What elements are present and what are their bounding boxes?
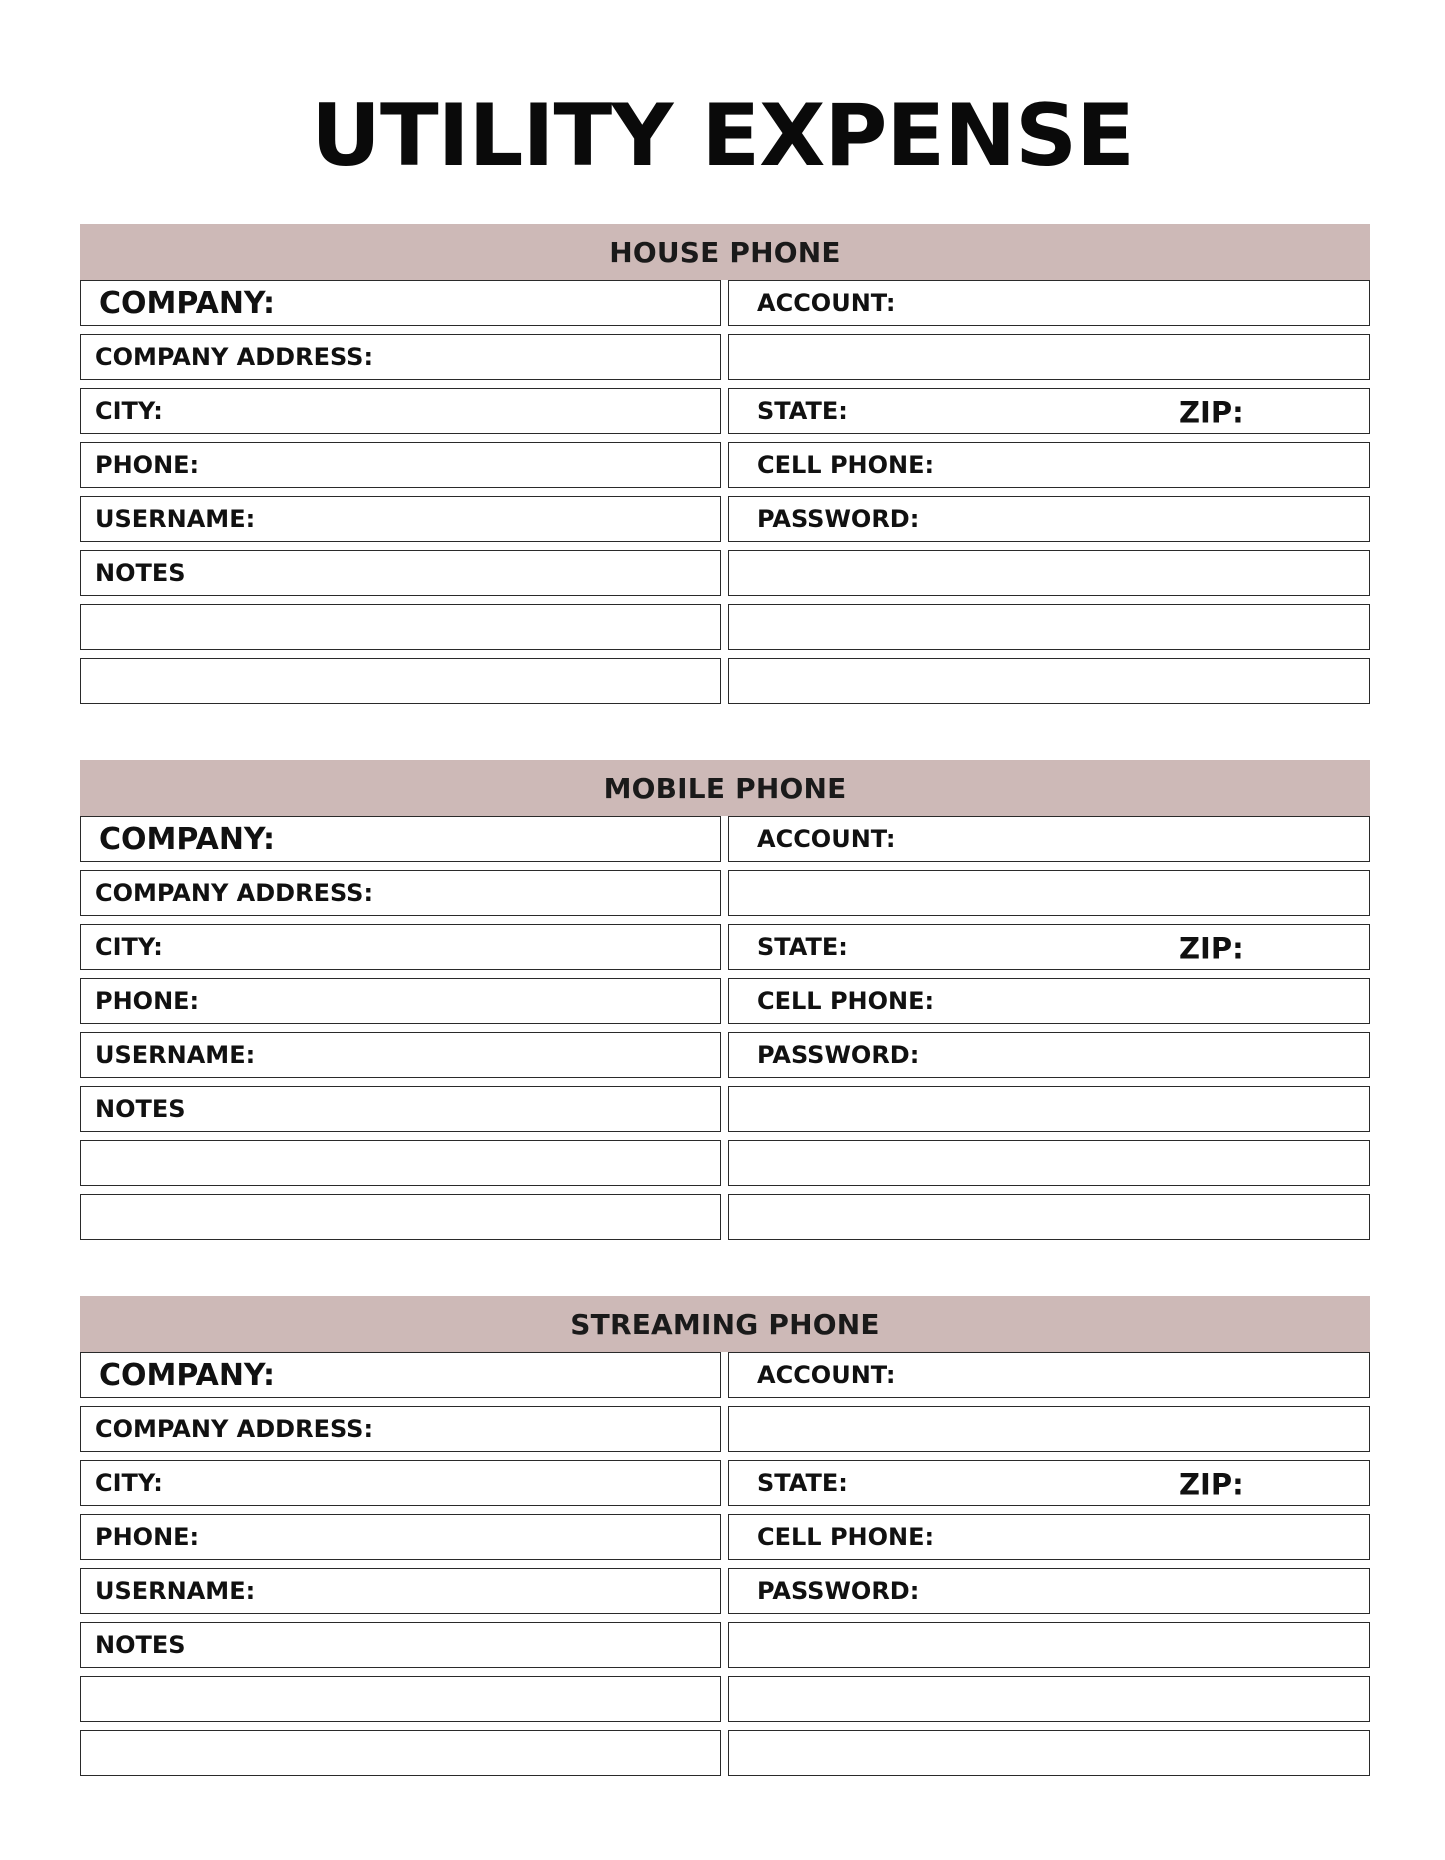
city-field[interactable]: CITY: (80, 924, 721, 970)
form-row (80, 604, 1370, 658)
section-header: STREAMING PHONE (80, 1296, 1370, 1352)
form-row (80, 816, 1370, 870)
state-zip-field[interactable] (728, 1460, 1370, 1506)
section-house-phone (80, 224, 1370, 712)
form-row (80, 1032, 1370, 1086)
form-row (80, 496, 1370, 550)
cell-phone-field[interactable]: CELL PHONE: (728, 442, 1370, 488)
notes-line[interactable] (728, 1140, 1370, 1186)
notes-field[interactable]: NOTES (80, 550, 721, 596)
form-row (80, 1568, 1370, 1622)
form-row (80, 978, 1370, 1032)
company-field[interactable]: COMPANY: (80, 280, 721, 326)
company-address-field[interactable]: COMPANY ADDRESS: (80, 870, 721, 916)
form-row (80, 1352, 1370, 1406)
company-address-field[interactable]: COMPANY ADDRESS: (80, 1406, 721, 1452)
account-field[interactable]: ACCOUNT: (728, 816, 1370, 862)
zip-label: ZIP: (1179, 1467, 1244, 1502)
notes-line[interactable] (728, 1676, 1370, 1722)
form-row (80, 1140, 1370, 1194)
notes-line[interactable] (728, 604, 1370, 650)
form-row (80, 334, 1370, 388)
form-row (80, 658, 1370, 712)
notes-field[interactable]: NOTES (80, 1622, 721, 1668)
form-row (80, 1086, 1370, 1140)
section-mobile-phone (80, 760, 1370, 1248)
company-field[interactable]: COMPANY: (80, 816, 721, 862)
company-address-continuation-field[interactable] (728, 870, 1370, 916)
notes-line[interactable] (80, 1194, 721, 1240)
zip-label: ZIP: (1179, 395, 1244, 430)
form-row (80, 1460, 1370, 1514)
password-field[interactable]: PASSWORD: (728, 1032, 1370, 1078)
page-title: UTILITY EXPENSE (311, 86, 1134, 186)
company-field[interactable]: COMPANY: (80, 1352, 721, 1398)
notes-field[interactable]: NOTES (80, 1086, 721, 1132)
form-row (80, 1194, 1370, 1248)
form-row (80, 1676, 1370, 1730)
notes-line[interactable] (728, 550, 1370, 596)
form-row (80, 924, 1370, 978)
password-field[interactable]: PASSWORD: (728, 1568, 1370, 1614)
username-field[interactable]: USERNAME: (80, 1032, 721, 1078)
company-address-continuation-field[interactable] (728, 1406, 1370, 1452)
section-streaming-phone (80, 1296, 1370, 1784)
notes-line[interactable] (728, 1086, 1370, 1132)
notes-line[interactable] (728, 1730, 1370, 1776)
notes-line[interactable] (80, 604, 721, 650)
section-header: MOBILE PHONE (80, 760, 1370, 816)
state-label: STATE: (757, 1469, 848, 1497)
account-field[interactable]: ACCOUNT: (728, 280, 1370, 326)
cell-phone-field[interactable]: CELL PHONE: (728, 1514, 1370, 1560)
notes-line[interactable] (728, 658, 1370, 704)
phone-field[interactable]: PHONE: (80, 978, 721, 1024)
form-row (80, 442, 1370, 496)
state-label: STATE: (757, 397, 848, 425)
password-field[interactable]: PASSWORD: (728, 496, 1370, 542)
state-label: STATE: (757, 933, 848, 961)
notes-line[interactable] (728, 1194, 1370, 1240)
form-row (80, 388, 1370, 442)
cell-phone-field[interactable]: CELL PHONE: (728, 978, 1370, 1024)
notes-line[interactable] (80, 1140, 721, 1186)
username-field[interactable]: USERNAME: (80, 1568, 721, 1614)
phone-field[interactable]: PHONE: (80, 442, 721, 488)
state-zip-field[interactable] (728, 924, 1370, 970)
section-header: HOUSE PHONE (80, 224, 1370, 280)
company-address-continuation-field[interactable] (728, 334, 1370, 380)
notes-line[interactable] (80, 658, 721, 704)
notes-line[interactable] (80, 1676, 721, 1722)
zip-label: ZIP: (1179, 931, 1244, 966)
form-row (80, 1514, 1370, 1568)
notes-line[interactable] (728, 1622, 1370, 1668)
account-field[interactable]: ACCOUNT: (728, 1352, 1370, 1398)
form-row (80, 280, 1370, 334)
city-field[interactable]: CITY: (80, 1460, 721, 1506)
state-zip-field[interactable] (728, 388, 1370, 434)
notes-line[interactable] (80, 1730, 721, 1776)
form-row (80, 870, 1370, 924)
form-row (80, 550, 1370, 604)
phone-field[interactable]: PHONE: (80, 1514, 721, 1560)
username-field[interactable]: USERNAME: (80, 496, 721, 542)
form-row (80, 1730, 1370, 1784)
company-address-field[interactable]: COMPANY ADDRESS: (80, 334, 721, 380)
form-row (80, 1622, 1370, 1676)
city-field[interactable]: CITY: (80, 388, 721, 434)
form-row (80, 1406, 1370, 1460)
